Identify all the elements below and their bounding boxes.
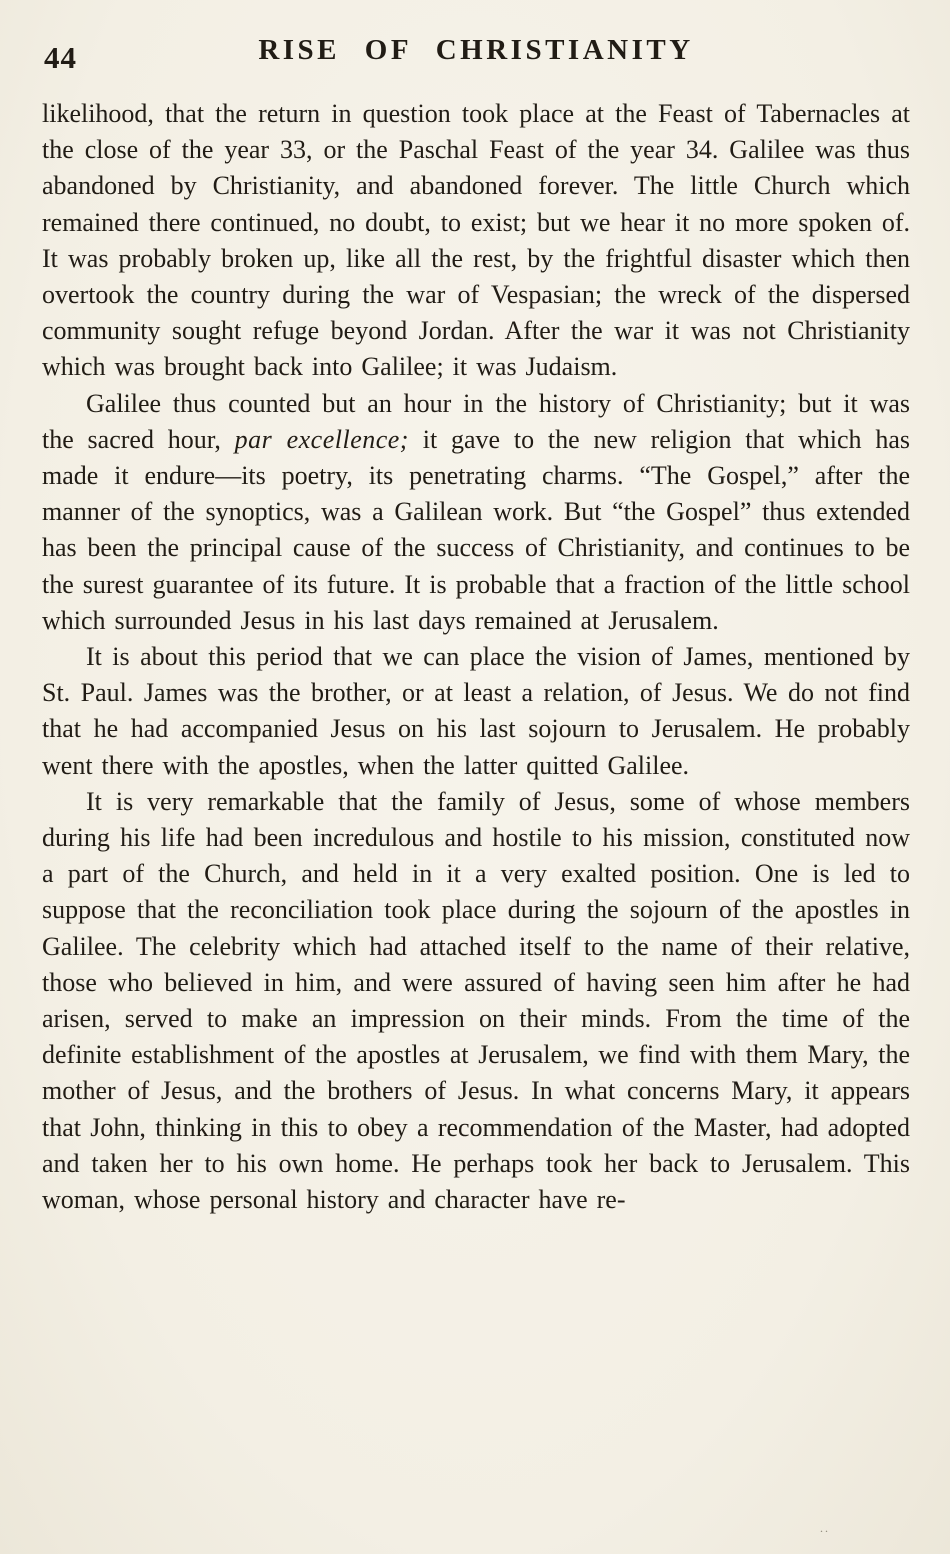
page-body — [42, 96, 910, 1218]
text-segment: it gave to the new religion that which has made it endure—its poetry, its penetrating charms. “The Gospel,” after the manner of the synoptics, was a Galilean work. But “the Gospel” thus extended has been the principal cause of the success of Christianity, and continues to be the surest guarantee of its future. It is probable that a fraction of the little school which surrounded Jesus in his last days remained at Jerusalem. — [42, 424, 911, 635]
text-segment: Galilee thus counted but an hour in the history of Christianity; but it was the sacred hour, — [42, 388, 910, 454]
scan-artifact: .. — [820, 1521, 830, 1535]
paragraph — [42, 784, 910, 1218]
running-title: RISE OF CHRISTIANITY — [258, 34, 694, 66]
text-segment: It is about this period that we can place the vision of James, mentioned by St. Paul. James was the brother, or at least a relation, of Jesus. We do not find that he had accompanied Jesus on his last sojourn to Jerusalem. He probably went there with the apostles, when the latter quitted Galilee. — [42, 642, 910, 780]
italic-phrase: par excellence; — [234, 424, 409, 454]
page-number: 44 — [44, 40, 77, 75]
paragraph — [42, 639, 910, 784]
page-header — [42, 34, 910, 76]
text-segment: It is very remarkable that the family of Jesus, some of whose members during his life had been incredulous and hostile to his mission, constituted now a part of the Church, and held in it a very exalted position. One is led to suppose that the reconciliation took place during the sojourn of the apostles in Galilee. The celebrity which had attached itself to the name of their relative, those who believed in him, and were assured of having seen him after he had arisen, served to make an impression on their minds. From the time of the definite establishment of the apostles at Jerusalem, we find with them Mary, the mother of Jesus, and the brothers of Jesus. In what concerns Mary, it appears that John, thinking in this to obey a recommendation of the Master, had adopted and taken her to his own home. He perhaps took her back to Jerusalem. This woman, whose personal history and character have re- — [42, 786, 910, 1215]
paragraph — [42, 96, 910, 386]
text-segment: likelihood, that the return in question took place at the Feast of Tabernacles at the close of the year 33, or the Paschal Feast of the year 34. Galilee was thus abandoned by Christianity, and abandoned forever. The little Church which remained there continued, no doubt, to exist; but we hear it no more spoken of. It was probably broken up, like all the rest, by the frightful disaster which then overtook the country during the war of Vespasian; the wreck of the dispersed community sought refuge beyond Jordan. After the war it was not Christianity which was brought back into Galilee; it was Judaism. — [42, 99, 910, 382]
paragraph — [42, 386, 910, 639]
